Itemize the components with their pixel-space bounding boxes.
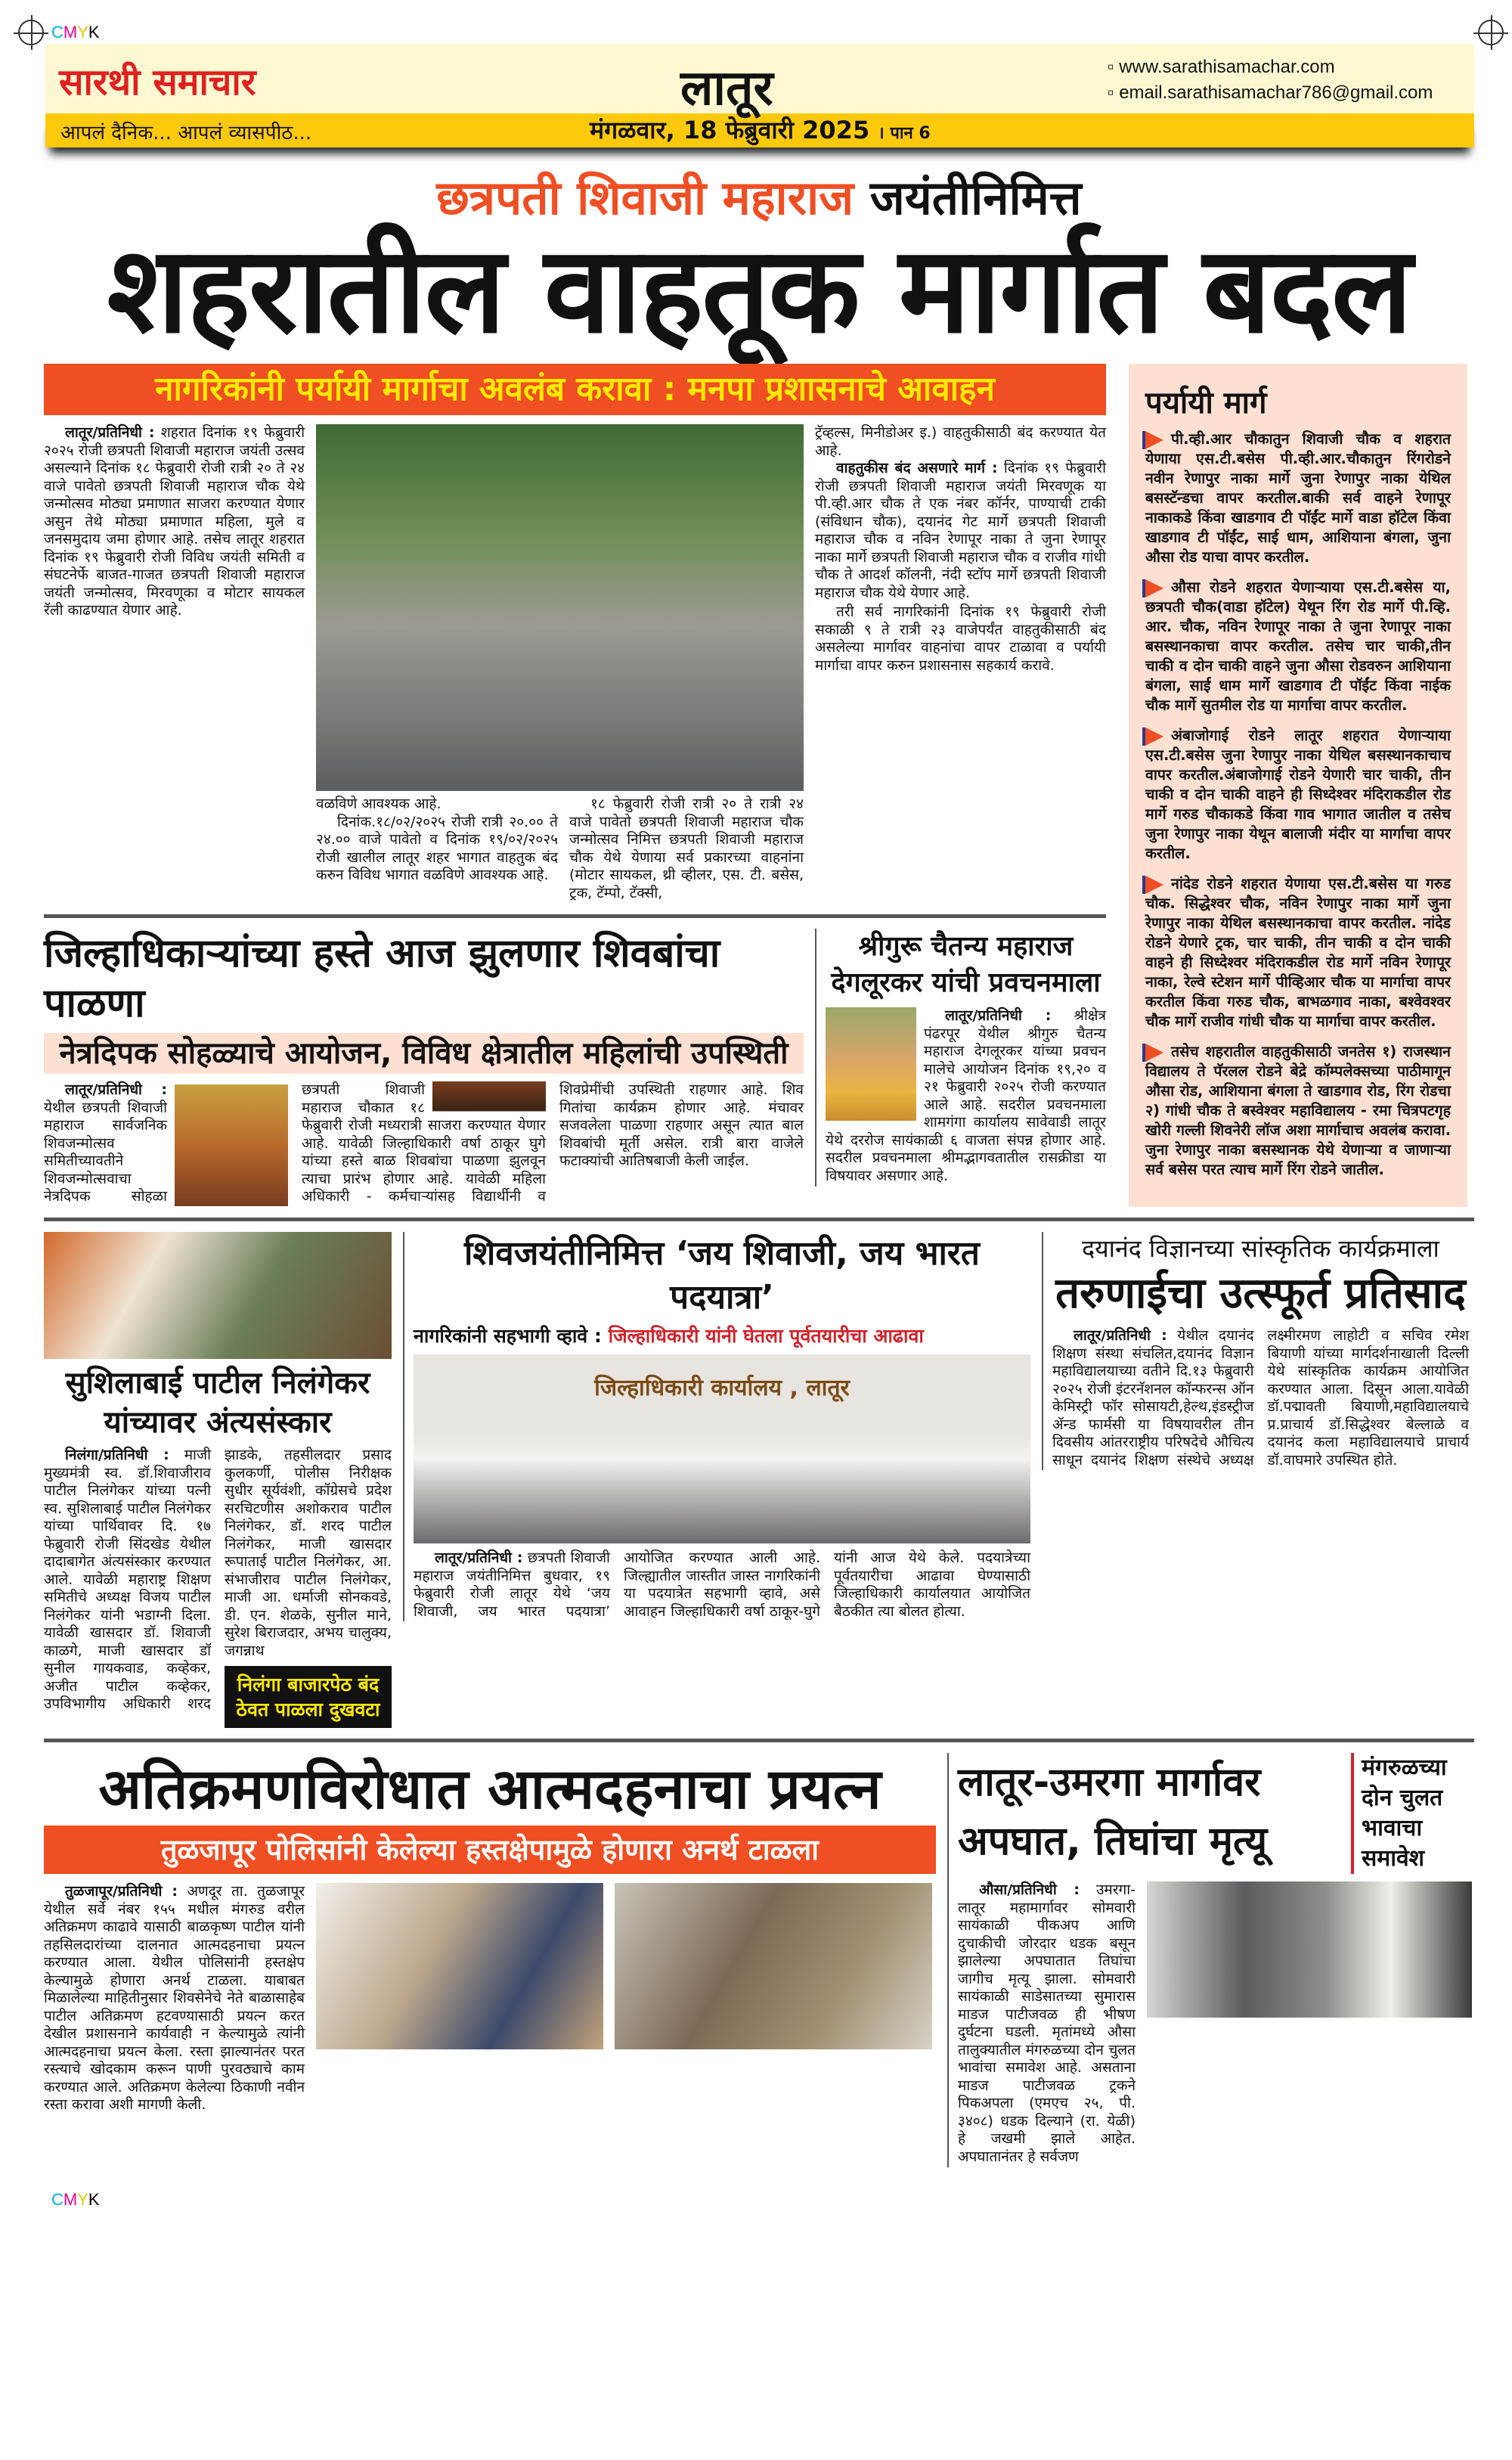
upper-main: [44, 364, 1106, 1206]
accident-body: औसा/प्रतिनिधी : उमरगा-लातूर महामार्गावर सोमवारी सायंकाळी पीकअप आणि दुचाकीची जोरदार धडक बसून झालेल्या अपघातात तिघांचा जागीच मृत्यू झाला. सोमवारी सायंकाळी साडेसातच्या सुमारास माडज पाटीजवळ ही भीषण दुर्घटना घडली. मृतांमध्ये औसा तालुक्यातील मंगरुळच्या दोन चुलत भावांचा समावेश आहे. असताना माडज पाटीजवळ ट्रकने पिकअपला (एमएच २५, पी. ३४०८) धडक दिल्याने (रा. येळी) हे जखमी झाले आहेत. अपघातानंतर हे सर्वजण: [958, 1881, 1136, 2165]
website-link[interactable]: www.sarathisamachar.com: [1119, 57, 1335, 77]
route-item: नांदेड रोडने शहरात येणाया एस.टी.बसेस या गरुड चौक. सिद्धेश्वर चौक, नविन रेणापुर नाका मार्गे जुना रेणापुर नाका येथिल बसस्थानकाचा वापर करतील. नांदेड रोडने येणारे ट्रक, चार चाकी, तीन चाकी व दोन चाकी वाहने ही सिध्देश्वर मंदिराकडील रोड मार्गे नविन रेणापूर नाका, रेल्वे स्टेशन मार्गे पीव्हिआर चौक या मार्गाचा वापर करतील किंवा गरुड चौक, बाभळगाव नाका, बश्वेवश्वर चौक मार्गे राजीव गांधी चौक या मार्गाचा वापर करतील.: [1145, 875, 1451, 1030]
cmyk-mark-bottom: CMYK: [51, 2190, 100, 2209]
lead-col-3: ट्रॅव्हल्स, मिनीडोअर इ.) वाहतुकीसाठी बंद करण्यात येत आहे. वाहतुकीस बंद असणारे मार्ग : दिनांक १९ फेब्रुवारी रोजी छत्रपती शिवाजी महाराज जयंती मिरवणूक या पी.व्ही.आर चौक ते एक नंबर कॉर्नर, पाण्याची टाकी (संविधान चौक), दयानंद गेट मार्गे छत्रपती शिवाजी महाराज चौक व नविन रेणापूर नाका ते जुना रेणापूर नाका मार्गे छत्रपती शिवाजी महाराज चौक व राजीव गांधी चौक ते आदर्श कॉलनी, नंदी स्टॉप मार्गे छत्रपती शिवाजी महाराज चौक येथे येणार आहे. तरी सर्व नागरिकांनी दिनांक १९ फेब्रुवारी रोजी सकाळी ९ ते रात्री २३ वाजेपर्यंत वाहतुकीसाठी बंद असलेल्या मार्गावर वाहनांचा वापर टाळावा व पर्यायी मार्गाचा वापर करुन प्रशासनास सहकार्य करावे.: [815, 424, 1106, 674]
padyatra-headline: शिवजयंतीनिमित्त ‘जय शिवाजी, जय भारत पदयात्रा’: [463, 1234, 980, 1317]
immolation-subhead: तुळजापूर पोलिसांनी केलेल्या हस्तक्षेपामुळे होणारा अनर्थ टाळला: [44, 1826, 936, 1874]
lead-photo-block: [316, 424, 804, 904]
pravachan-headline: श्रीगुरू चैतन्य महाराज देगलूरकर यांची प्रवचनमाला: [831, 931, 1101, 998]
route-item: पी.व्ही.आर चौकातुन शिवाजी चौक व शहरात येणाया एस.टी.बसेस पी.व्ही.आर.चौकातुन रिंगरोडने नवीन रेणापुर नाका मार्गे जुना रेणापुर नाका येथिल बसस्टॅन्डचा वापर करतील.बाकी सर्व वाहने रेणापूर नाकाकडे किंवा खाडगाव टी पॉईंट मार्गे वाडा हॉटेल किंवा खाडगाव टी पॉईंट, साई धाम, आशियाना बंगला, जुना औसा रोड याचा वापर करतील.: [1145, 430, 1451, 566]
dayanand-story: [1042, 1232, 1469, 1470]
funeral-story: [44, 1232, 392, 1728]
accident-callout: मंगरुळच्या दोन चुलत भावाचा समावेश: [1351, 1753, 1476, 1874]
padyatra-body: लातूर/प्रतिनिधी : छत्रपती शिवाजी महाराज जयंतीनिमित्त बुधवार, १९ फेब्रुवारी रोजी लातूर येथे ‘जय शिवाजी, जय भारत पदयात्रा’ आयोजित करण्यात आली आहे. जिल्ह्यातील जास्तीत जास्त नागरिकांनी या पदयात्रेत सहभागी व्हावे, असे आवाहन जिल्हाधिकारी वर्षा ठाकूर-घुगे यांनी आज येथे केले. पदयात्रेच्या पूर्वतयारीचा आढावा घेण्यासाठी जिल्हाधिकारी कार्यालयात आयोजित बैठकीत त्या बोलत होत्या.: [414, 1550, 1030, 1620]
issue-date: मंगळवार, 18 फेब्रुवारी 2025 । पान 6: [590, 116, 931, 144]
funeral-headline: सुशिलाबाई पाटील निलंगेकर यांच्यावर अंत्यसंस्कार: [65, 1366, 370, 1440]
divider: [44, 1218, 1474, 1221]
immolation-story: [44, 1753, 936, 2116]
police-photo: [316, 1883, 603, 2049]
immolation-headline: अतिक्रमणविरोधात आत्मदहनाचा प्रयत्न: [98, 1757, 881, 1822]
edition-city: लातूर: [680, 60, 773, 116]
third-row: [44, 1232, 1474, 1728]
route-item: तसेच शहरातील वाहतुकीसाठी जनतेस १) राजस्थान विद्यालय ते पॅरलल रोडने बेद्रे कॉम्पलेक्सच्या पाठीमागून औसा रोड, आशियाना बंगला ते खाडगाव रोड, रिंग रोडचा २) गांधी चौक ते बस्वेश्वर महाविद्यालय - रमा चित्रपटगृह खोरी गल्ली शिवनेरी लॉज अशा मार्गाचाच अवलंब करावा. जुना रेणापुर नाका बसस्थानक येथे येणाऱ्या व जाणाऱ्या सर्व बसेस परत त्याच मार्गे रिंग रोडने जातील.: [1145, 1043, 1451, 1178]
dayanand-body: लातूर/प्रतिनिधी : येथील दयानंद शिक्षण संस्था संचलित,दयानंद विज्ञान महाविद्यालयाच्या वतीने दि.१३ फेब्रुवारी २०२५ रोजी इंटरनॅशनल कॉन्फरन्स ऑन केमिस्ट्री फॉर सोसायटी,हेल्थ,इंडस्ट्रीज ॲन्ड फार्मसी या विषयावरील तीन दिवसीय आंतरराष्ट्रीय परिषदेचे औचित्य साधून दयानंद शिक्षण संस्थेचे अध्यक्ष लक्ष्मीरमण लाहोटी व सचिव रमेश बियाणी यांच्या मार्गदर्शनाखाली दिल्ली येथे सांस्कृतिक कार्यक्रम आयोजित करण्यात आला. दिसून आला.यावेळी डॉ.पद्मावती बियाणी,महाविद्यालयाचे प्र.प्राचार्य डॉ.सिद्धेश्वर बेल्लाळे व दयानंद कला महाविद्यालयाचे प्राचार्य डॉ.वाघमारे उपस्थित होते.: [1052, 1327, 1469, 1469]
divider: [44, 914, 1106, 918]
route-item: अंबाजोगाई रोडने लातूर शहरात येणाऱ्याया एस.टी.बसेस जुना रेणापुर नाका येथिल बसस्थानकाचाच वापर करतील.अंबाजोगाई रोडने येणारी चार चाकी, तीन चाकी व दोन चाकी वाहने ही सिध्देश्वर मंदिराकडील रोड मार्गे गरुड चौकाकडे किंवा गाव भागात जातील व तसेच जुना रेणापुर नाका येथून बालाजी मंदीर या मार्गाचा वापर करतील.: [1145, 727, 1451, 862]
pravachan-body: लातूर/प्रतिनिधी : श्रीक्षेत्र पंढरपूर येथील श्रीगुरु चैतन्य महाराज देगलूरकर यांच्या प्रवचन मालेचे आयोजन दिनांक १९,२० व २१ फेब्रुवारी २०२५ रोजी करण्यात आले आहे. सदरील प्रवचनमाला शामगंगा कार्यालय सावेवाडी लातूर येथे दररोज सायंकाळी ६ वाजता संपन्न होणार आहे. सदरील प्रवचनमाला श्रीमद्भागवतातील रासक्रीडा या विषयावर असणार आहे.: [826, 1007, 1106, 1184]
page-number: । पान 6: [878, 124, 931, 143]
funeral-photo: [44, 1232, 392, 1359]
padyatra-story: [403, 1232, 1030, 1621]
route-item: औसा रोडने शहरात येणाऱ्याया एस.टी.बसेस या, छत्रपती चौक(वाडा हॉटेल) येथून रिंग रोड मार्गे पी.व्हि. आर. चौक, नविन रेणापूर नाका ते जुना रेणापूर नाका बसस्थानकाचा वापर करतील. तसेच चार चाकी,तीन चाकी व दोन चाकी वाहने जुना औसा रोडवरुन आशियाना बंगला, साई धाम मार्गे खाडगाव टी पॉईंट किंवा नाईक चौक मार्गे सुतमील रोड या मार्गाचा वापर करतील.: [1145, 579, 1451, 714]
alternate-routes-box: [1129, 364, 1467, 1207]
dayanand-kicker: दयानंद विज्ञानच्या सांस्कृतिक कार्यक्रमाला: [1082, 1234, 1439, 1263]
upper-section: [44, 364, 1474, 1207]
funeral-body: निलंगा/प्रतिनिधी : माजी मुख्यमंत्री स्व. डॉ.शिवाजीराव पाटील निलंगेकर यांच्या पत्नी स्व. सुशिलाबाई पाटील निलंगेकर यांच्या पार्थिवावर दि. १७ फेब्रुवारी रोजी सिंदखेड येथील दादाबागेत अंत्यसंस्कार करण्यात आले. यावेळी महाराष्ट्र शिक्षण समितीचे अध्यक्ष विजय पाटील निलंगेकर यांनी भडाग्नी दिला. यावेळी खासदार डॉ. शिवाजी काळगे, माजी खासदार डॉ सुनील गायकवाड, कव्हेकर, अजीत पाटील कव्हेकर, उपविभागीय अधिकारी शरद झाडके, तहसीलदार प्रसाद कुलकर्णी, पोलीस निरीक्षक सुधीर सूर्यवंशी, कॉग्रेसचे प्रदेश सरचिटणीस अशोकराव पाटील निलंगेकर, डॉ. शरद पाटील निलंगेकर, माजी खासदार रूपाताई पाटील निलंगेकर, आ. संभाजीराव पाटील निलंगेकर, माजी आ. धर्माजी सोनकवडे, डी. एन. शेळके, सुनील माने, सुरेश बिराजदार, अभय चालुक्य, जगन्नाथ निलंगा बाजारपेठ बंद ठेवत पाळला दुखवटा: [44, 1447, 392, 1728]
cradle-headline: जिल्हाधिकाऱ्यांच्या हस्ते आज झुलणार शिवबांचा पाळणा: [44, 931, 720, 1026]
traffic-chowk-photo: [316, 424, 804, 791]
padyatra-subhead: नागरिकांनी सहभागी व्हावे : जिल्हाधिकारी यांनी घेतला पूर्वतयारीचा आढावा: [414, 1325, 924, 1347]
arrow-bullet-icon: [1145, 727, 1163, 746]
arrow-bullet-icon: [1145, 579, 1163, 597]
cradle-subhead: नेत्रदिपक सोहळ्याचे आयोजन, विविध क्षेत्रातील महिलांची उपस्थिती: [44, 1033, 804, 1074]
funeral-callout: निलंगा बाजारपेठ बंद ठेवत पाळला दुखवटा: [225, 1666, 392, 1728]
lead-kicker: छत्रपती शिवाजी महाराज जयंतीनिमित्त: [436, 170, 1082, 225]
accident-headline: लातूर-उमरगा मार्गावर अपघात, तिघांचा मृत्यू: [958, 1760, 1268, 1864]
lead-body: [44, 424, 1106, 904]
arrow-bullet-icon: [1145, 431, 1163, 449]
maharaj-photo: [826, 1007, 916, 1121]
lead-subhead: नागरिकांनी पर्यायी मार्गाचा अवलंब करावा : मनपा प्रशासनाचे आवाहन: [44, 364, 1106, 415]
lead-caption-col-2: १८ फेब्रुवारी रोजी रात्री २० ते रात्री २४ वाजे पावेतो छत्रपती शिवाजी महाराज चौक जन्मोत्सव निमित्त छत्रपती शिवाजी महाराज चौक येथे येणाया सर्व प्रकारच्या वाहनांना (मोटार सायकल, थ्री व्हीलर, एस. टी. बसेस, ट्रक, टॅम्पो, टॅक्सी,: [569, 796, 804, 901]
tagline: आपलं दैनिक... आपलं व्यासपीठ...: [60, 122, 312, 144]
second-row: [44, 929, 1106, 1206]
cmyk-mark: CMYK: [51, 23, 100, 42]
fourth-row: [44, 1753, 1474, 2167]
cradle-story: [44, 929, 804, 1206]
arrow-bullet-icon: [1145, 876, 1163, 894]
lead-headline: शहरातील वाहतूक मार्गात बदल: [107, 221, 1411, 360]
contact-info: ▫ www.sarathisamachar.com ▫ email.sarathisamachar786@gmail.com: [1108, 57, 1433, 103]
pravachan-story: [815, 929, 1106, 1187]
divider: [44, 1739, 1474, 1742]
office-sign: जिल्हाधिकारी कार्यालय , लातूर: [594, 1375, 850, 1401]
brand-logo: सारथी समाचार: [59, 61, 256, 104]
lead-caption-col: वळविणे आवश्यक आहे. दिनांक.१८/०२/२०२५ रोजी रात्री २०.०० ते २४.०० वाजे पावेतो व दिनांक १९/०२/२०२५ रोजी खालील लातूर शहर भागात वाहतुक बंद करुन विविध भागात वळविणे आवश्यक आहे.: [316, 796, 558, 883]
protest-photo: [615, 1883, 932, 2049]
accident-photo: [1147, 1881, 1472, 2018]
arrow-bullet-icon: [1145, 1044, 1163, 1062]
sidebar-title: पर्यायी मार्ग: [1145, 386, 1267, 420]
dayanand-headline: तरुणाईचा उत्स्फूर्त प्रतिसाद: [1055, 1269, 1466, 1318]
accident-story: [947, 1753, 1476, 2167]
immolation-col-1: तुळजापूर/प्रतिनिधी : अणदूर ता. तुळजापूर येथील सर्वे नंबर १५५ मधील मंगरुड वरील अतिक्रमण काढावे यासाठी बाळकृष्ण पाटील यांनी तहसिलदारांच्या दालनात आत्मदहनाचा प्रयत्न करण्यात आला. येथील पोलिसांनी हस्तक्षेप केल्यामुळे होणारा अनर्थ टाळला. याबाबत मिळालेल्या माहितीनुसार शिवसेनेचे नेते बाळासाहेब पाटील अतिक्रमण हटवण्यासाठी प्रयत्न करत देखील प्रशासनाने कार्यवाही न केल्यामुळे त्यांनी आत्मदहनाचा प्रयत्न केला. रस्ता झाल्यानंतर परत रस्त्याचे खोदकाम करून पाणी पुरवठ्याचे काम करण्यात आले. अतिक्रमण केलेल्या ठिकाणी नवीन रस्ता करावा अशी मागणी केली.: [44, 1883, 305, 2113]
cradle-body: लातूर/प्रतिनिधी : येथील छत्रपती शिवाजी महाराज सार्वजनिक शिवजन्मोत्सव समितीच्यावतीने शिवजन्मोत्सवाचा नेत्रदिपक सोहळा छत्रपती शिवाजी महाराज चौकात १८ फेब्रुवारी रोजी मध्यरात्री साजरा करण्यात येणार आहे. यावेळी जिल्हाधिकारी वर्षा ठाकूर घुगे यांच्या हस्ते बाळ शिवबांचा पाळणा झुलवून त्याचा प्रारंभ होणार आहे. यावेळी महिला अधिकारी - कर्मचाऱ्यांसह विद्यार्थीनी व शिवप्रेमींची उपस्थिती राहणार आहे. शिव गितांचा कार्यक्रम होणार आहे. मंचावर सजवलेला पाळणा राहणार असून त्यात बाल शिवबांची मूर्ती असेल. रात्री बारा वाजेले फटाक्यांची आतिषबाजी केली जाईल.: [44, 1081, 804, 1205]
email-link[interactable]: email.sarathisamachar786@gmail.com: [1119, 82, 1433, 103]
lead-col-1: लातूर/प्रतिनिधी : शहरात दिनांक १९ फेब्रुवारी २०२५ रोजी छत्रपती शिवाजी महाराज जयंती उत्सव असल्याने दिनांक १८ फेब्रुवारी रोजी रात्री २० ते २४ वाजे पावेतो छत्रपती शिवाजी महाराज चौक येथे जन्मोत्सव मोठ्या प्रमाणात साजरा करण्यात येणार असुन तेथे मोठ्या प्रमाणात महिला, मुले व जनसमुदाय जमा होणार आहे. तसेच लातूर शहरात दिनांक १९ फेब्रुवारी रोजी विविध जयंती समिती व संघटनेर्फे बाजत-गाजत छत्रपती शिवाजी महाराज जयंती जन्मोत्सव, मिरवणूका व मोटार सायकल रॅली काढण्यात येणार आहे.: [44, 424, 305, 619]
collector-meeting-photo: [414, 1354, 1030, 1543]
